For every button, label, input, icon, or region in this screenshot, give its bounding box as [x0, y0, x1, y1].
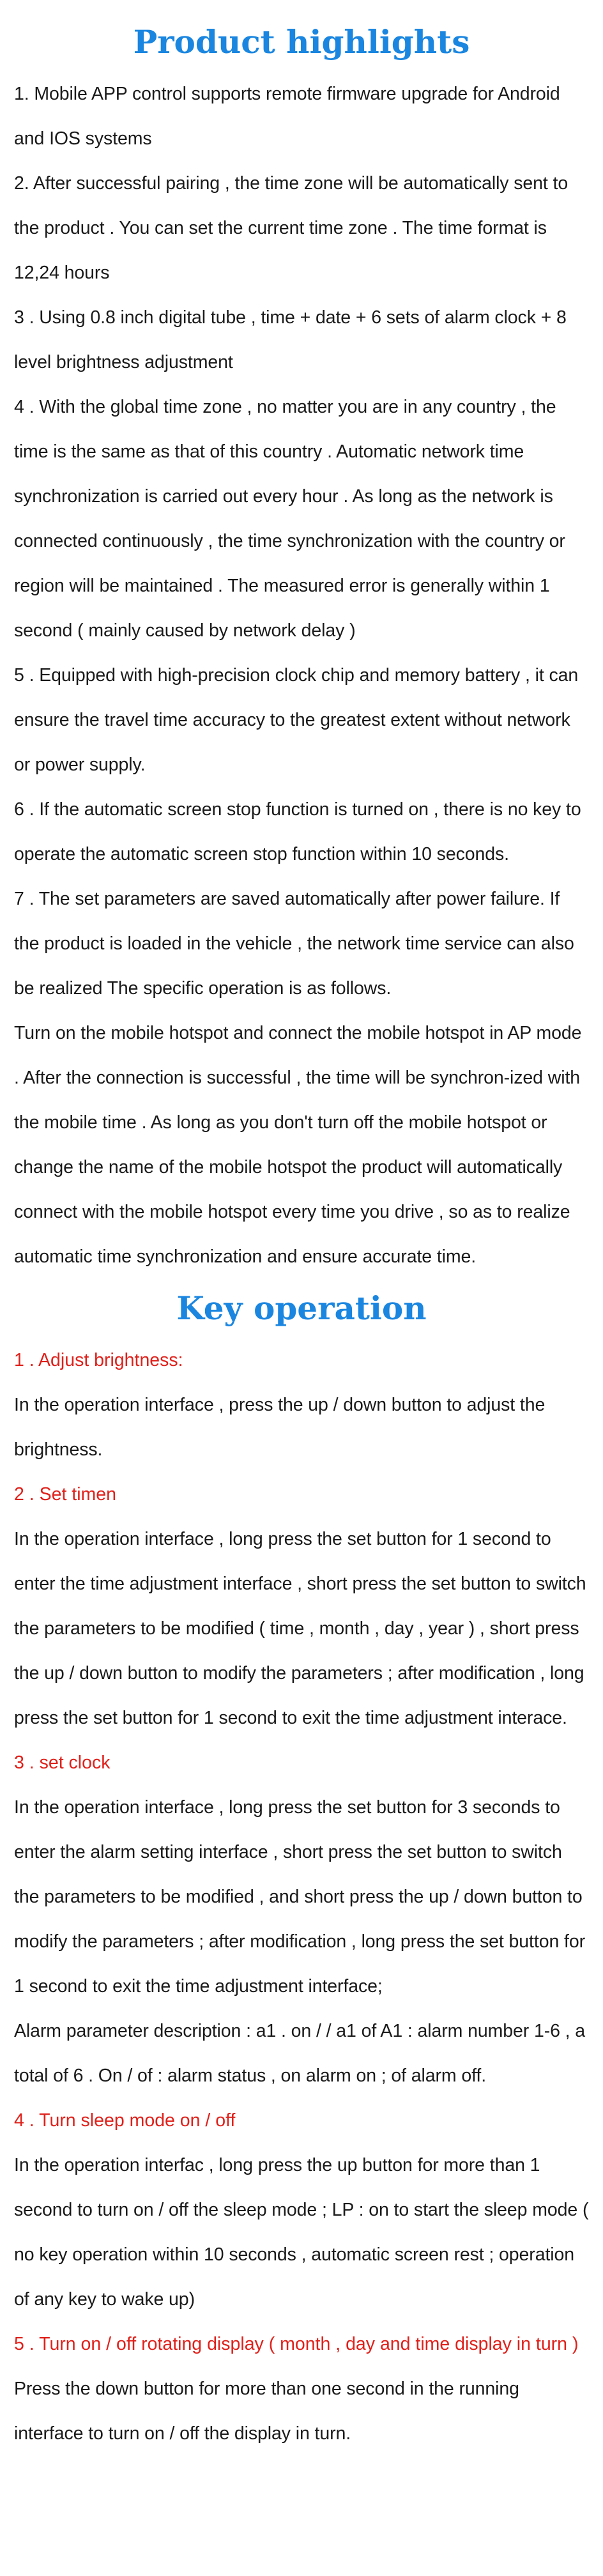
highlight-item-4: 4 . With the global time zone , no matter you are in any country , the time is the same as that of this country . Automatic network time synchronization is carried out every hour . As long as the network is connected continuously , the time synchronization with the country or region will be maintained . The measured error is generally within 1 second ( mainly caused by network delay )	[14, 397, 565, 641]
highlight-item-3: 3 . Using 0.8 inch digital tube , time + date + 6 sets of alarm clock + 8 level brightness adjustment	[14, 307, 567, 372]
highlight-hotspot-instructions: Turn on the mobile hotspot and connect the mobile hotspot in AP mode . After the connection is successful , the time will be synchron-ized with the mobile time . As long as you don't turn off the mobile hotspot or change the name of the mobile hotspot the product will automatically connect with the mobile hotspot every time you drive , so as to realize automatic time synchronization and ensure accurate time.	[14, 1023, 582, 1267]
key-section-text: Press the down button for more than one second in the running interface to turn on / off the display in turn.	[14, 2379, 519, 2444]
key-section-heading: 2 . Set timen	[14, 1484, 116, 1505]
key-section-rotating-display	[14, 2322, 589, 2456]
key-section-text: In the operation interface , long press the set button for 1 second to enter the time adjustment interface , short press the set button to switch the parameters to be modified ( time , month , day , year ) , short press the up / down button to modify the parameters ; after modification , long press the set button for 1 second to exit the time adjustment interace.	[14, 1529, 586, 1728]
key-section-text: In the operation interfac , long press the up button for more than 1 second to turn on / off the sleep mode ; LP : on to start the sleep mode ( no key operation within 10 seconds , automatic screen rest ; operation of any key to wake up)	[14, 2155, 589, 2310]
product-highlights-title: Product highlights	[133, 23, 470, 61]
key-operation-title: Key operation	[176, 1289, 427, 1327]
key-section-heading: 5 . Turn on / off rotating display ( month , day and time display in turn )	[14, 2334, 579, 2354]
key-section-brightness	[14, 1338, 589, 1472]
key-section-set-time	[14, 1472, 589, 1740]
key-section-sleep-mode	[14, 2098, 589, 2322]
highlights-list	[14, 72, 589, 1279]
key-section-heading: 3 . set clock	[14, 1752, 111, 1773]
key-section-set-clock	[14, 1740, 589, 2098]
key-section-text: In the operation interface , long press the set button for 3 seconds to enter the alarm setting interface , short press the set button to switch the parameters to be modified , and short press the up / down button to modify the parameters ; after modification , long press the set button for 1 second to exit the time adjustment interface;	[14, 1797, 585, 1997]
key-operation-list	[14, 1338, 589, 2456]
key-section-text: Alarm parameter description : a1 . on / / a1 of A1 : alarm number 1-6 , a total of 6 . On / of : alarm status , on alarm on ; of alarm off.	[14, 2021, 586, 2086]
highlight-item-5: 5 . Equipped with high-precision clock chip and memory battery , it can ensure the travel time accuracy to the greatest extent without network or power supply.	[14, 665, 579, 775]
highlight-item-7: 7 . The set parameters are saved automatically after power failure. If the product is loaded in the vehicle , the network time service can also be realized The specific operation is as follows.	[14, 889, 574, 999]
key-section-heading: 4 . Turn sleep mode on / off	[14, 2110, 236, 2131]
key-section-text: In the operation interface , press the up / down button to adjust the brightness.	[14, 1395, 546, 1460]
highlight-item-1: 1. Mobile APP control supports remote firmware upgrade for Android and IOS systems	[14, 84, 560, 149]
key-section-heading: 1 . Adjust brightness:	[14, 1350, 183, 1370]
highlight-item-6: 6 . If the automatic screen stop function is turned on , there is no key to operate the automatic screen stop function within 10 seconds.	[14, 799, 581, 864]
highlight-item-2: 2. After successful pairing , the time zone will be automatically sent to the product . You can set the current time zone . The time format is 12,24 hours	[14, 173, 569, 283]
